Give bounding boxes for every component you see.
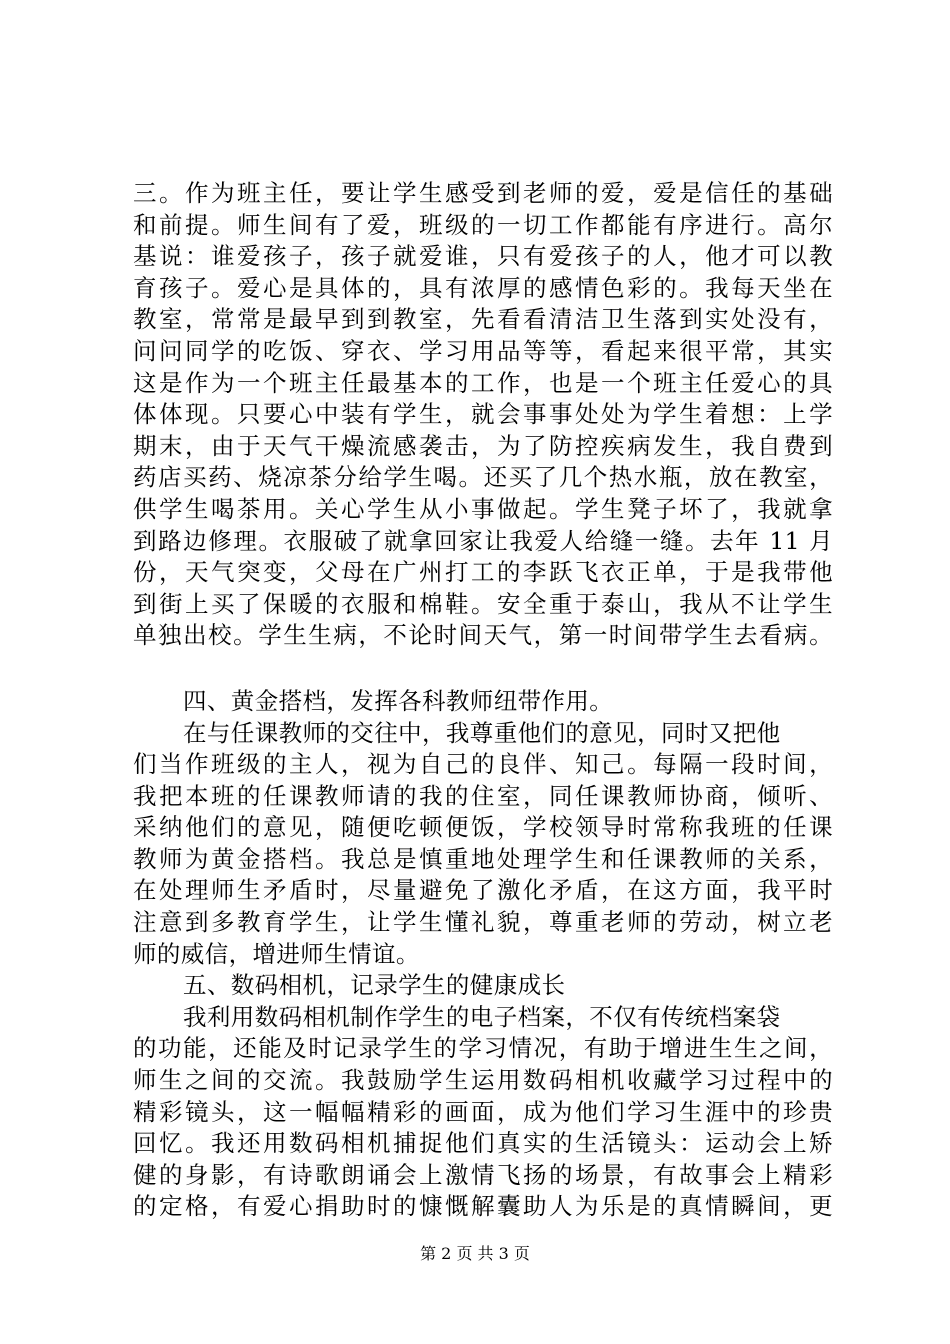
- text-line: 在与任课教师的交往中，我尊重他们的意见，同时又把他: [183, 718, 781, 747]
- page-footer: 第 2 页 共 3 页: [420, 1244, 530, 1263]
- text-line: 期末，由于天气干燥流感袭击，为了防控疾病发生，我自费到: [133, 431, 833, 460]
- text-line: 在处理师生矛盾时，尽量避免了激化矛盾，在这方面，我平时: [133, 876, 833, 905]
- text-line: 到路边修理。衣服破了就拿回家让我爱人给缝一缝。去年 11 月: [133, 526, 833, 555]
- text-line: 教室，常常是最早到到教室，先看看清洁卫生落到实处没有，: [133, 305, 833, 334]
- section-heading: 四、黄金搭档，发挥各科教师纽带作用。: [183, 686, 614, 715]
- text-line: 我把本班的任课教师请的我的住室，同任课教师协商，倾听、: [133, 781, 833, 810]
- text-line: 的功能，还能及时记录学生的学习情况，有助于增进生生之间，: [133, 1034, 833, 1063]
- text-line: 回忆。我还用数码相机捕捉他们真实的生活镜头：运动会上矫: [133, 1129, 833, 1158]
- text-line: 份，天气突变，父母在广州打工的李跃飞衣正单，于是我带他: [133, 558, 833, 587]
- text-line: 的定格，有爱心捐助时的慷慨解囊助人为乐是的真情瞬间，更: [133, 1192, 833, 1221]
- text-line: 精彩镜头，这一幅幅精彩的画面，成为他们学习生涯中的珍贵: [133, 1097, 833, 1126]
- text-line: 单独出校。学生生病，不论时间天气，第一时间带学生去看病。: [133, 621, 833, 650]
- text-line: 教师为黄金搭档。我总是慎重地处理学生和任课教师的关系，: [133, 844, 833, 873]
- text-line: 药店买药、烧凉茶分给学生喝。还买了几个热水瓶，放在教室，: [133, 463, 833, 492]
- text-line: 和前提。师生间有了爱，班级的一切工作都能有序进行。高尔: [133, 210, 833, 239]
- text-line: 这是作为一个班主任最基本的工作，也是一个班主任爱心的具: [133, 368, 833, 397]
- document-body: [133, 178, 833, 1223]
- text-line: 到街上买了保暖的衣服和棉鞋。安全重于泰山，我从不让学生: [133, 589, 833, 618]
- text-line: 体体现。只要心中装有学生，就会事事处处为学生着想：上学: [133, 400, 833, 429]
- text-line: 师的威信，增进师生情谊。: [133, 939, 420, 968]
- text-line: 三。作为班主任，要让学生感受到老师的爱，爱是信任的基础: [133, 179, 833, 207]
- text-line: 供学生喝茶用。关心学生从小事做起。学生凳子坏了，我就拿: [133, 494, 833, 523]
- text-line: 基说：谁爱孩子，孩子就爱谁，只有爱孩子的人，他才可以教: [133, 242, 833, 271]
- text-line: 问问同学的吃饭、穿衣、学习用品等等，看起来很平常，其实: [133, 336, 833, 365]
- section-heading: 五、数码相机，记录学生的健康成长: [183, 971, 566, 1000]
- text-line: 育孩子。爱心是具体的，具有浓厚的感情色彩的。我每天坐在: [133, 273, 833, 302]
- text-line: 采纳他们的意见，随便吃顿便饭，学校领导时常称我班的任课: [133, 813, 833, 842]
- text-line: 注意到多教育学生，让学生懂礼貌，尊重老师的劳动，树立老: [133, 908, 833, 937]
- text-line: 们当作班级的主人，视为自己的良伴、知己。每隔一段时间，: [133, 750, 833, 779]
- text-line: 健的身影，有诗歌朗诵会上激情飞扬的场景，有故事会上精彩: [133, 1160, 833, 1189]
- text-line: 我利用数码相机制作学生的电子档案，不仅有传统档案袋: [183, 1002, 781, 1031]
- text-line: 师生之间的交流。我鼓励学生运用数码相机收藏学习过程中的: [133, 1066, 833, 1095]
